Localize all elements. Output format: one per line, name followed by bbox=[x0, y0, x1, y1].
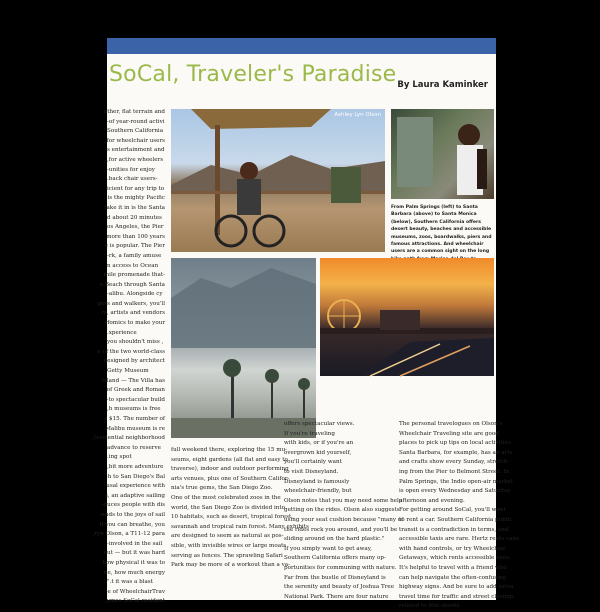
text-line: e is popular. The Pier bbox=[104, 243, 165, 250]
text-line: world, the San Diego Zoo is divided into bbox=[171, 504, 285, 511]
text-line: for wheelchair users. bbox=[104, 137, 165, 144]
text-line: you'll certainly want bbox=[284, 459, 342, 466]
text-line: h museums is free, bbox=[107, 406, 161, 413]
text-line: Disneyland is famously bbox=[284, 478, 350, 485]
text-line: Getty Museum bbox=[107, 368, 149, 375]
header-color-bar bbox=[107, 38, 496, 54]
text-line: of Greek and Roman bbox=[106, 387, 165, 394]
text-line: ather, flat terrain and bbox=[103, 109, 165, 115]
text-line: ing from the Pier to Belmont Street. In bbox=[399, 468, 510, 475]
text-line: s $15. The number of bbox=[104, 416, 165, 422]
text-line: to rent a car. Southern California public bbox=[399, 516, 513, 523]
text-line: os Angeles, the Pier bbox=[107, 224, 164, 231]
text-line: alibu. Alongside cy- bbox=[107, 291, 163, 298]
text-line: of year-round activi- bbox=[107, 118, 165, 125]
text-line: Olson notes that you may need some help bbox=[284, 497, 403, 504]
text-line: overgrown kid yourself, bbox=[284, 449, 352, 456]
text-line: out — but it was hard bbox=[103, 550, 165, 557]
photo-credit: Ashley Lyn Olson bbox=[334, 112, 381, 118]
text-line: accessible taxis are rare. Hertz rents vans bbox=[399, 536, 520, 543]
text-line: h to San Diego's Bal- bbox=[105, 473, 165, 480]
text-line: Getaways, which rents accessible vans. bbox=[399, 555, 511, 562]
text-line: can help navigate the often-confusing bbox=[399, 574, 507, 581]
text-line: highway signs. And be sure to add extra bbox=[399, 584, 514, 591]
text-line: transit is a contradiction in terms, and bbox=[399, 526, 509, 533]
text-column-c bbox=[284, 420, 404, 600]
text-line: icient for any trip to bbox=[107, 185, 165, 192]
text-line: usal experience with bbox=[106, 483, 165, 490]
text-line: e of WheelchairTrav- bbox=[105, 588, 165, 595]
text-line: more than 100 years, bbox=[104, 233, 165, 240]
text-line: Palm Springs, the Indio open-air market bbox=[399, 478, 514, 485]
text-line: for active wheelers, bbox=[107, 156, 164, 163]
text-line: -back chair users. bbox=[107, 176, 158, 183]
text-line: rs, artists and vendors bbox=[101, 310, 165, 317]
text-column-b bbox=[171, 446, 309, 600]
text-column-d bbox=[399, 420, 520, 610]
text-line: involved in the sail- bbox=[107, 540, 163, 547]
text-line: full weekend there, exploring the 15 mu- bbox=[171, 447, 288, 453]
text-line: For getting around SoCal, you'll want bbox=[399, 507, 506, 514]
text-line: ymes SoCal resident, bbox=[105, 598, 165, 605]
text-line: getting on the rides. Olson also suggests bbox=[284, 507, 400, 514]
text-line: related to film shoots. bbox=[399, 603, 462, 610]
text-line: designed by architect bbox=[103, 358, 165, 365]
text-line: to spectacular build- bbox=[106, 396, 165, 403]
text-line: -mile promenade that bbox=[103, 272, 165, 279]
text-line: and crafts show every Sunday, stretch- bbox=[399, 459, 510, 466]
article-title: SoCal, Traveler's Paradise bbox=[109, 62, 397, 87]
text-line: ne, how much energy bbox=[103, 569, 165, 576]
text-line: One of the most celebrated zoos in the bbox=[171, 494, 281, 501]
text-line: Far from the bustle of Disneyland is bbox=[284, 574, 386, 581]
text-line: ryn Olson, a T11-12 para, bbox=[92, 531, 165, 538]
text-line: It's helpful to travel with a friend who bbox=[399, 564, 507, 571]
text-line: Southern California bbox=[107, 128, 164, 135]
text-line: If you can breathe, you bbox=[99, 521, 165, 528]
photo-santa-monica-beach bbox=[171, 258, 316, 438]
text-line: bit more adventure, bbox=[107, 463, 164, 470]
text-line: d about 20 minutes bbox=[107, 214, 162, 221]
text-line: unities for enjoy- bbox=[107, 166, 155, 173]
text-line: n access to Ocean bbox=[107, 262, 159, 269]
text-line: If you're traveling bbox=[284, 430, 335, 437]
text-line: is the mighty Pacific, bbox=[105, 195, 165, 202]
text-line: to visit Disneyland. bbox=[284, 468, 339, 475]
text-line: National Park. There are four nature bbox=[284, 593, 389, 600]
text-line: xperience. bbox=[107, 329, 137, 336]
text-line: t it was a blast." bbox=[107, 579, 153, 586]
text-line: e Beach through Santa bbox=[99, 281, 165, 288]
text-line: using your seat cushion because "many of bbox=[284, 516, 404, 523]
text-line: offers spectacular views. bbox=[284, 421, 355, 427]
text-line: arts venues, plus one of Southern Califor- bbox=[171, 475, 290, 482]
text-line: is open every Wednesday and Saturday bbox=[399, 488, 511, 495]
text-line: the serenity and beauty of Joshua Tree bbox=[284, 584, 395, 591]
text-line: Malibu museum is re- bbox=[103, 425, 165, 432]
text-line: travel time for traffic and street closings bbox=[399, 593, 515, 600]
text-line: e of the two world-class bbox=[97, 348, 165, 355]
text-line: take it in is the Santa bbox=[104, 204, 165, 211]
text-line: afternoon and evening. bbox=[399, 497, 465, 504]
text-line: how physical it was to bbox=[102, 559, 165, 566]
text-line: with kids, or if you're an bbox=[284, 440, 354, 447]
text-line: traverse), indoor and outdoor performing bbox=[171, 466, 289, 473]
text-line: s entertainment and bbox=[107, 147, 165, 154]
text-line: the rides rock you around, and you'll be bbox=[284, 526, 398, 533]
text-line: are designed to seem as natural as pos- bbox=[171, 533, 284, 540]
text-line: with hand controls, or try Wheelchair bbox=[399, 545, 506, 552]
text-line: serving as fences. The sprawling Safari bbox=[171, 552, 283, 559]
text-line: Southern California offers many op- bbox=[284, 555, 386, 562]
text-line: , you shouldn't miss bbox=[107, 339, 164, 346]
text-line: rk, a family amuse- bbox=[107, 252, 162, 259]
text-line: If you simply want to get away, bbox=[284, 545, 372, 552]
text-line: s, an adaptive sailing bbox=[104, 492, 165, 499]
article-byline: By Laura Kaminker bbox=[397, 80, 488, 90]
text-line: Island — The Villa has bbox=[101, 377, 165, 384]
text-line: wheelchair-friendly, but bbox=[284, 488, 352, 495]
text-line: places to pick up tips on local activities. bbox=[399, 440, 513, 447]
text-line: Park may be more of a workout than a va- bbox=[171, 562, 290, 569]
text-line: ing spot. bbox=[107, 454, 132, 461]
magazine-page bbox=[92, 38, 520, 610]
text-line: advance to reserve bbox=[107, 444, 161, 451]
text-line: The personal travelogues on Olson's bbox=[399, 421, 503, 427]
text-line: Santa Barbara, for example, has an arts bbox=[399, 449, 513, 456]
text-line: rfomics to make your bbox=[104, 320, 165, 327]
text-line: 10 habitats, such as desert, tropical forest, bbox=[171, 514, 293, 521]
photo-palm-springs bbox=[171, 109, 385, 252]
text-line: ends to the joys of sail- bbox=[99, 511, 165, 518]
photo-santa-monica-pier bbox=[320, 258, 494, 376]
text-line: seums, eight gardens (all flat and easy to bbox=[171, 456, 288, 463]
text-line: portunities for communing with nature. bbox=[284, 564, 397, 571]
photo-santa-barbara bbox=[391, 109, 494, 199]
text-line: esidential neighborhood), bbox=[92, 435, 165, 442]
text-line: sliding around on the hard plastic." bbox=[284, 536, 385, 543]
text-line: nia's true gems, the San Diego Zoo. bbox=[171, 485, 273, 492]
text-line: sible, with invisible wires or large moats bbox=[171, 542, 287, 549]
photo-caption: From Palm Springs (left) to Santa Barbara (above) to Santa Monica (below), Southern California offers desert beauty, beaches and accessible museums, zoos, boardwalks, piers and famous attractions. And wheelchair users are a common sight on the long bbox=[391, 205, 492, 255]
text-line: gers and walkers, you'll bbox=[97, 300, 165, 307]
text-line: Wheelchair Traveling site are good bbox=[399, 430, 499, 437]
text-column-left bbox=[92, 108, 165, 605]
text-line: duces people with dis- bbox=[101, 502, 165, 509]
text-line: savannah and tropical rain forest. Many exhibits bbox=[171, 523, 309, 530]
